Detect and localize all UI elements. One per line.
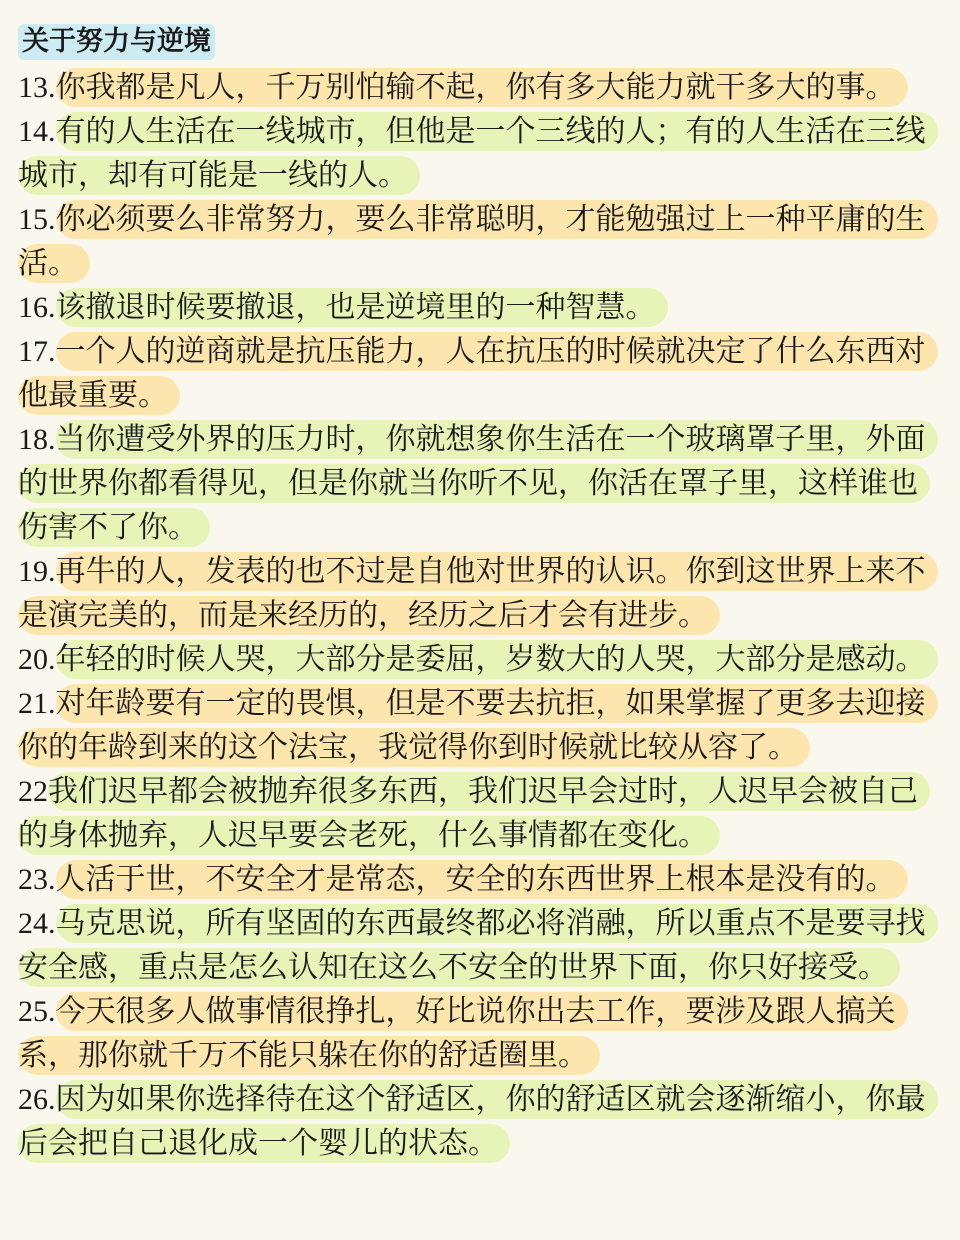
quote-number: 13. <box>18 71 56 104</box>
quote-text: 对年龄要有一定的畏惧，但是不要去抗拒，如果掌握了更多去迎接你的年龄到来的这个法宝，我觉得你到时候就比较从容了。 <box>18 684 938 767</box>
quote-number: 15. <box>18 203 56 236</box>
quote-item <box>18 110 938 198</box>
title-row <box>18 24 960 64</box>
quote-text: 你必须要么非常努力，要么非常聪明，才能勉强过上一种平庸的生活。 <box>18 200 938 283</box>
quote-item <box>18 1078 938 1166</box>
quote-text: 该撤退时候要撤退，也是逆境里的一种智慧。 <box>56 288 668 327</box>
quote-item <box>18 330 938 418</box>
quote-text: 因为如果你选择待在这个舒适区，你的舒适区就会逐渐缩小，你最后会把自己退化成一个婴儿的状态。 <box>18 1080 938 1163</box>
quote-text: 当你遭受外界的压力时，你就想象你生活在一个玻璃罩子里，外面的世界你都看得见，但是你就当你听不见，你活在罩子里，这样谁也伤害不了你。 <box>18 420 938 547</box>
quote-item <box>18 682 938 770</box>
quote-number: 19. <box>18 555 56 588</box>
quote-item <box>18 198 938 286</box>
quote-text: 一个人的逆商就是抗压能力，人在抗压的时候就决定了什么东西对他最重要。 <box>18 332 938 415</box>
quote-number: 20. <box>18 643 56 676</box>
quote-number: 22 <box>18 775 48 808</box>
quote-text: 有的人生活在一线城市，但他是一个三线的人；有的人生活在三线城市，却有可能是一线的人。 <box>18 112 938 195</box>
quote-number: 21. <box>18 687 56 720</box>
quote-item <box>18 990 938 1078</box>
quote-number: 16. <box>18 291 56 324</box>
quote-text: 人活于世，不安全才是常态，安全的东西世界上根本是没有的。 <box>56 860 908 899</box>
quote-item <box>18 286 938 330</box>
quote-number: 14. <box>18 115 56 148</box>
quote-item <box>18 858 938 902</box>
quote-list <box>18 66 960 1166</box>
quote-number: 25. <box>18 995 56 1028</box>
quote-item <box>18 770 938 858</box>
quote-item <box>18 550 938 638</box>
quote-number: 18. <box>18 423 56 456</box>
quote-number: 23. <box>18 863 56 896</box>
quote-text: 年轻的时候人哭，大部分是委屈，岁数大的人哭，大部分是感动。 <box>56 640 938 679</box>
quote-text: 马克思说，所有坚固的东西最终都必将消融，所以重点不是要寻找安全感，重点是怎么认知在这么不安全的世界下面，你只好接受。 <box>18 904 938 987</box>
quote-text: 再牛的人，发表的也不过是自他对世界的认识。你到这世界上来不是演完美的，而是来经历的，经历之后才会有进步。 <box>18 552 938 635</box>
quote-number: 17. <box>18 335 56 368</box>
quote-item <box>18 902 938 990</box>
quote-item <box>18 418 938 550</box>
quote-text: 我们迟早都会被抛弃很多东西，我们迟早会过时，人迟早会被自己的身体抛弃，人迟早要会老死，什么事情都在变化。 <box>18 772 930 855</box>
quote-text: 今天很多人做事情很挣扎，好比说你出去工作，要涉及跟人搞关系，那你就千万不能只躲在你的舒适圈里。 <box>18 992 908 1075</box>
quote-item <box>18 638 938 682</box>
quote-number: 24. <box>18 907 56 940</box>
page-title: 关于努力与逆境 <box>18 24 215 60</box>
quote-text: 你我都是凡人，千万别怕输不起，你有多大能力就干多大的事。 <box>56 68 908 107</box>
quote-number: 26. <box>18 1083 56 1116</box>
quote-item <box>18 66 938 110</box>
